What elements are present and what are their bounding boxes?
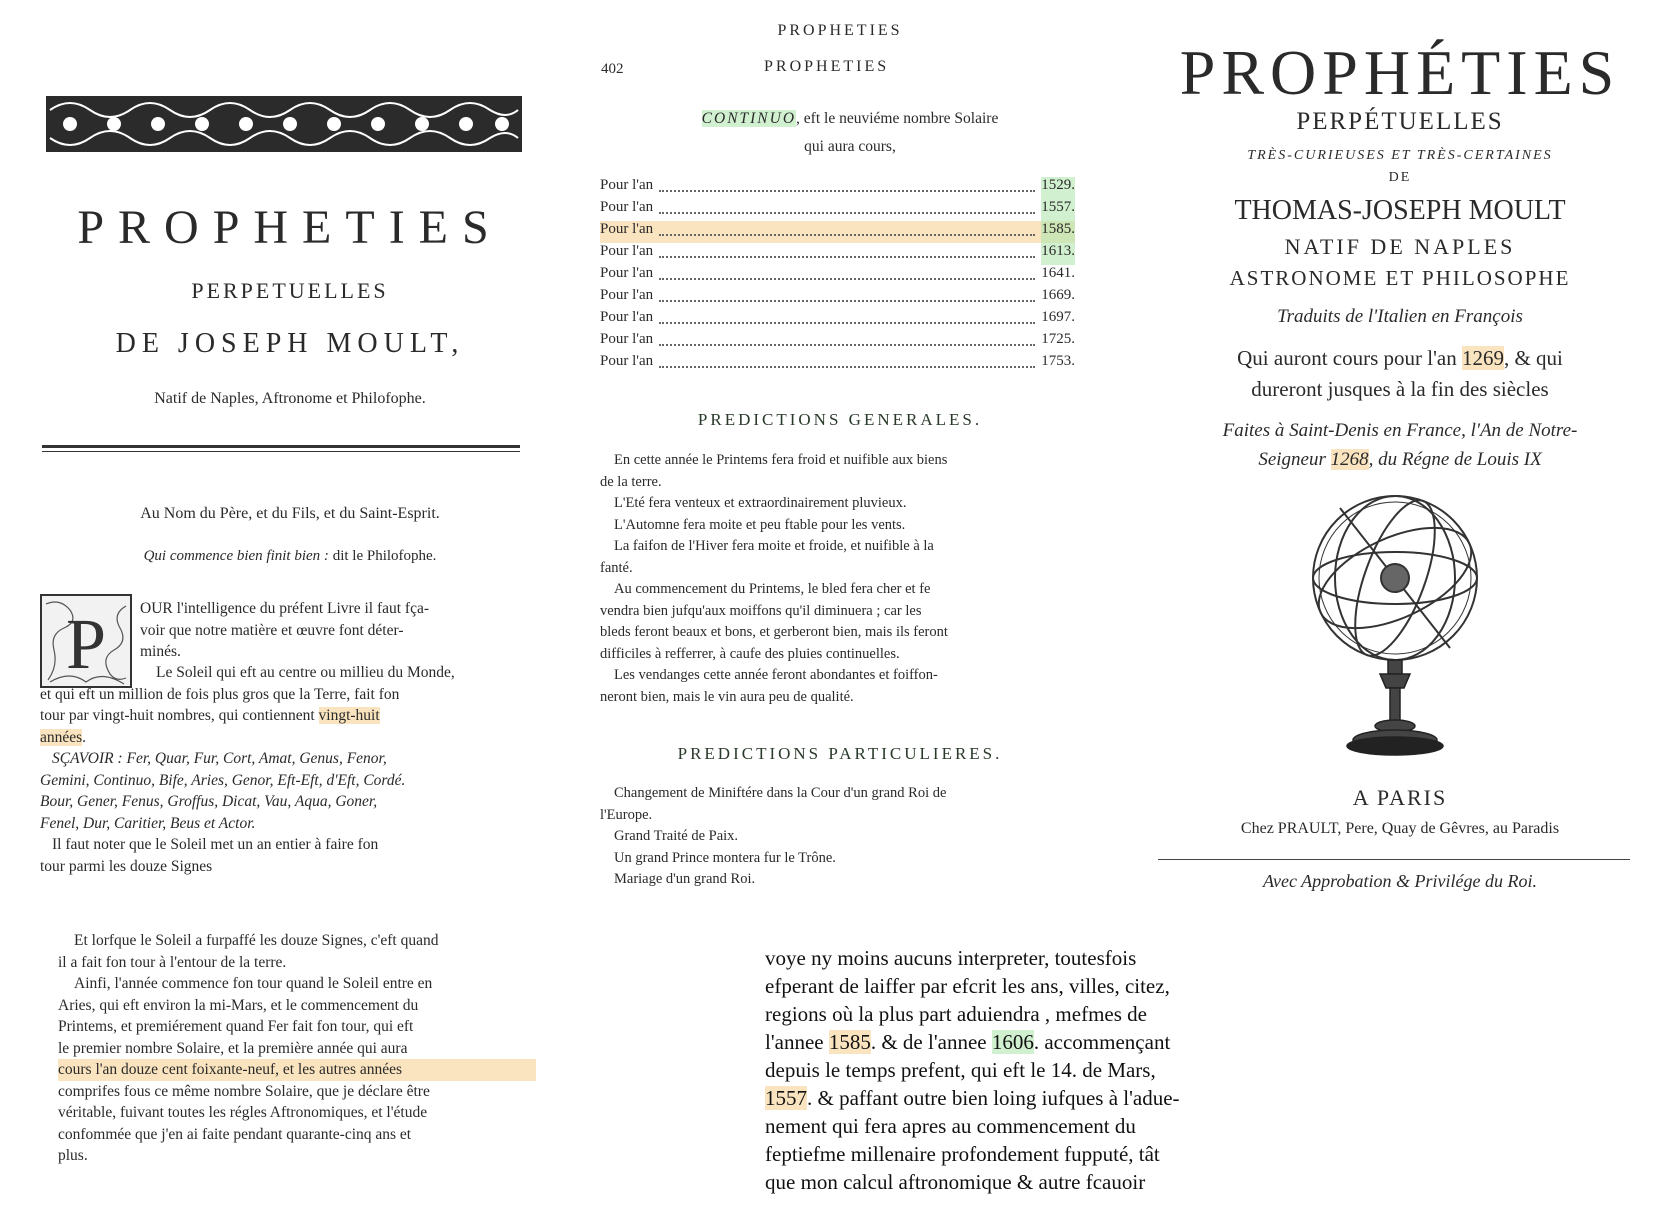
scavoir-list xyxy=(40,748,520,834)
predictions-particulieres xyxy=(600,783,1075,891)
para-line: Le Soleil qui eft au centre ou millieu du Monde, xyxy=(156,664,455,681)
para-line: voir que notre matière et œuvre font déter- xyxy=(140,621,404,639)
para-soleil xyxy=(40,662,520,748)
right-qui-line2: dureront jusques à la fin des siècles xyxy=(1251,377,1549,401)
para-line: neront bien, mais le vin aura peu de qualité. xyxy=(600,688,854,705)
year-row: Pour l'an 1725. xyxy=(600,331,1075,347)
old-print-line: que mon calcul aftronomique & autre fcauoir xyxy=(765,1170,1146,1194)
continuo-line xyxy=(620,110,1080,128)
right-rule xyxy=(1158,859,1630,860)
para-line: Et lorfque le Soleil a furpaffé les douze Signes, c'eft quand xyxy=(74,932,439,949)
year-row: Pour l'an 1669. xyxy=(600,287,1075,303)
old-print-line: l'annee 1585. & de l'annee 1606. accommençant xyxy=(765,1030,1171,1054)
scavoir-line: Gemini, Continuo, Bife, Aries, Genor, Eft-Eft, d'Eft, Cordé. xyxy=(40,771,406,789)
para-line: vendra bien jufqu'aux moiffons qu'il diminuera ; car les xyxy=(600,602,922,619)
para-line: Changement de Miniftére dans la Cour d'un grand Roi de xyxy=(614,785,947,801)
left-subtitle: PERPETUELLES xyxy=(191,278,389,303)
para-line: de la terre. xyxy=(600,473,662,490)
para-line: OUR l'intelligence du préfent Livre il faut fça- xyxy=(140,600,429,617)
para-line: L'Automne fera moite et peu ftable pour les vents. xyxy=(614,516,906,533)
left-title: PROPHETIES xyxy=(77,201,503,254)
para-line: l'Europe. xyxy=(600,806,653,823)
para-line: En cette année le Printems fera froid et nuifible aux biens xyxy=(614,452,948,468)
rule-thick xyxy=(42,445,520,448)
predictions-generales xyxy=(600,450,1075,708)
scavoir-line: SÇAVOIR : Fer, Quar, Fur, Cort, Amat, Genus, Fenor, xyxy=(52,750,387,767)
para-line: Il faut noter que le Soleil met un an entier à faire fon xyxy=(52,836,379,853)
left-author: DE JOSEPH MOULT, xyxy=(115,328,465,359)
para-line: comprifes fous ce même nombre Solaire, que je déclare être xyxy=(58,1082,430,1100)
year-row: Pour l'an 1697. xyxy=(600,309,1075,325)
para-line: Les vendanges cette année feront abondantes et foiffon- xyxy=(614,667,938,683)
right-faites-line2: Seigneur 1268, du Régne de Louis IX xyxy=(1258,449,1542,470)
right-chez: Chez PRAULT, Pere, Quay de Gêvres, au Paradis xyxy=(1240,820,1560,837)
year-row: Pour l'an 1529. xyxy=(600,177,1075,199)
right-de: DE xyxy=(1388,170,1412,185)
para-line: Grand Traité de Paix. xyxy=(614,828,739,844)
para-line: véritable, fuivant toutes les régles Aftronomiques, et l'étude xyxy=(58,1104,428,1121)
para-line: plus. xyxy=(58,1147,88,1164)
old-print-line: depuis le temps prefent, qui eft le 14. de Mars, xyxy=(765,1058,1156,1082)
para-line: bleds feront beaux et bons, et gerberont bien, mais ils feront xyxy=(600,624,948,640)
right-subtitle: PERPÉTUELLES xyxy=(1296,108,1504,135)
year-row: Pour l'an 1641. xyxy=(600,265,1075,281)
left-bottom-text xyxy=(58,930,536,1167)
right-traduits: Traduits de l'Italien en François xyxy=(1277,306,1523,327)
para-line: Un grand Prince montera fur le Trône. xyxy=(614,849,836,866)
para-intro xyxy=(140,598,520,663)
old-print-line: 1557. & paffant outre bien loing iufques à l'adue- xyxy=(765,1086,1180,1110)
old-print-line: regions où la plus part aduiendra , mefmes de xyxy=(765,1002,1147,1026)
old-print-line: voye ny moins aucuns interpreter, toutesfois xyxy=(765,946,1137,970)
para-line: cours l'an douze cent foixante-neuf, et les autres années xyxy=(58,1059,536,1081)
section-title-particulieres: PREDICTIONS PARTICULIERES. xyxy=(677,744,1003,763)
para-line: tour parmi les douze Signes xyxy=(40,857,213,875)
para-line: minés. xyxy=(140,643,181,660)
para-line: confommée que j'en ai faite pendant quarante-cinq ans et xyxy=(58,1125,412,1143)
year-row: Pour l'an 1585. xyxy=(600,221,1075,243)
left-page xyxy=(0,0,580,920)
right-author: THOMAS-JOSEPH MOULT xyxy=(1234,195,1566,226)
year-row: Pour l'an 1613. xyxy=(600,243,1075,265)
para-line: Aries, qui eft environ la mi-Mars, et le commencement du xyxy=(58,996,419,1014)
old-print-line: efperant de laiffer par efcrit les ans, villes, citez, xyxy=(765,974,1170,998)
continuo-word: CONTINUO xyxy=(701,110,797,127)
right-faites-line1: Faites à Saint-Denis en France, l'An de Notre- xyxy=(1222,420,1578,441)
para-line: Ainfi, l'année commence fon tour quand le Soleil entre en xyxy=(74,975,433,992)
para-line: le premier nombre Solaire, et la première année qui aura xyxy=(58,1039,408,1057)
rule-thin xyxy=(42,451,520,452)
para-line: tour par vingt-huit nombres, qui contiennent vingt-huit xyxy=(40,707,380,724)
para-line: Printems, et premiérement quand Fer fait fon tour, qui eft xyxy=(58,1018,414,1035)
para-line: difficiles à refferrer, à caufe des pluies continuelles. xyxy=(600,645,900,662)
invocation: Au Nom du Père, et du Fils, et du Saint-Esprit. xyxy=(140,505,440,522)
right-astro: ASTRONOME ET PHILOSOPHE xyxy=(1229,266,1571,290)
old-print-line: nement qui fera apres au commencement du xyxy=(765,1114,1136,1138)
continuo-rest: , eft le neuviéme nombre Solaire xyxy=(796,110,999,127)
year-row: Pour l'an 1557. xyxy=(600,199,1075,221)
year-row: Pour l'an 1753. xyxy=(600,353,1075,369)
para-line: Au commencement du Printems, le bled fera cher et fe xyxy=(614,581,931,597)
para-line: Mariage d'un grand Roi. xyxy=(614,871,756,887)
para-line: et qui eft un million de fois plus gros que la Terre, fait fon xyxy=(40,685,400,703)
ornament-band xyxy=(46,96,522,152)
continuo-line-2: qui aura cours, xyxy=(804,138,896,155)
motto-italic: Qui commence bien finit bien : xyxy=(143,548,329,564)
right-qui-line1: Qui auront cours pour l'an 1269, & qui xyxy=(1237,346,1563,370)
para-line: fanté. xyxy=(600,559,633,576)
section-title-generales: PREDICTIONS GENERALES. xyxy=(697,410,983,429)
para-il-faut xyxy=(40,834,520,877)
armillary-sphere-illustration xyxy=(1300,488,1490,758)
right-title: PROPHÉTIES xyxy=(1179,37,1621,108)
motto xyxy=(40,548,540,565)
right-paris: A PARIS xyxy=(1352,785,1448,810)
para-line: La faifon de l'Hiver fera moite et froide, et nuifible à la xyxy=(614,538,934,554)
para-line: L'Eté fera venteux et extraordinairement pluvieux. xyxy=(614,495,907,511)
motto-rest: dit le Philofophe. xyxy=(328,548,437,564)
right-tres: TRÈS-CURIEUSES ET TRÈS-CERTAINES xyxy=(1247,148,1553,163)
right-avec: Avec Approbation & Privilége du Roi. xyxy=(1263,871,1537,891)
page-number: 402 xyxy=(601,61,624,77)
right-natif: NATIF DE NAPLES xyxy=(1284,234,1516,259)
running-head: PROPHETIES xyxy=(764,58,890,75)
para-line: il a fait fon tour à l'entour de la terre. xyxy=(58,953,287,971)
left-natif: Natif de Naples, Aftronome et Philofophe. xyxy=(154,390,426,407)
scavoir-line: Fenel, Dur, Caritier, Beus et Actor. xyxy=(40,814,256,832)
old-print-line: feptiefme millenaire profondement fupputé, tât xyxy=(765,1142,1160,1166)
scavoir-line: Bour, Gener, Fenus, Groffus, Dicat, Vau, Aqua, Goner, xyxy=(40,793,378,810)
svg-text:P: P xyxy=(65,604,107,684)
para-line: années. xyxy=(40,728,87,746)
middle-cut-header: PROPHETIES xyxy=(777,22,903,39)
